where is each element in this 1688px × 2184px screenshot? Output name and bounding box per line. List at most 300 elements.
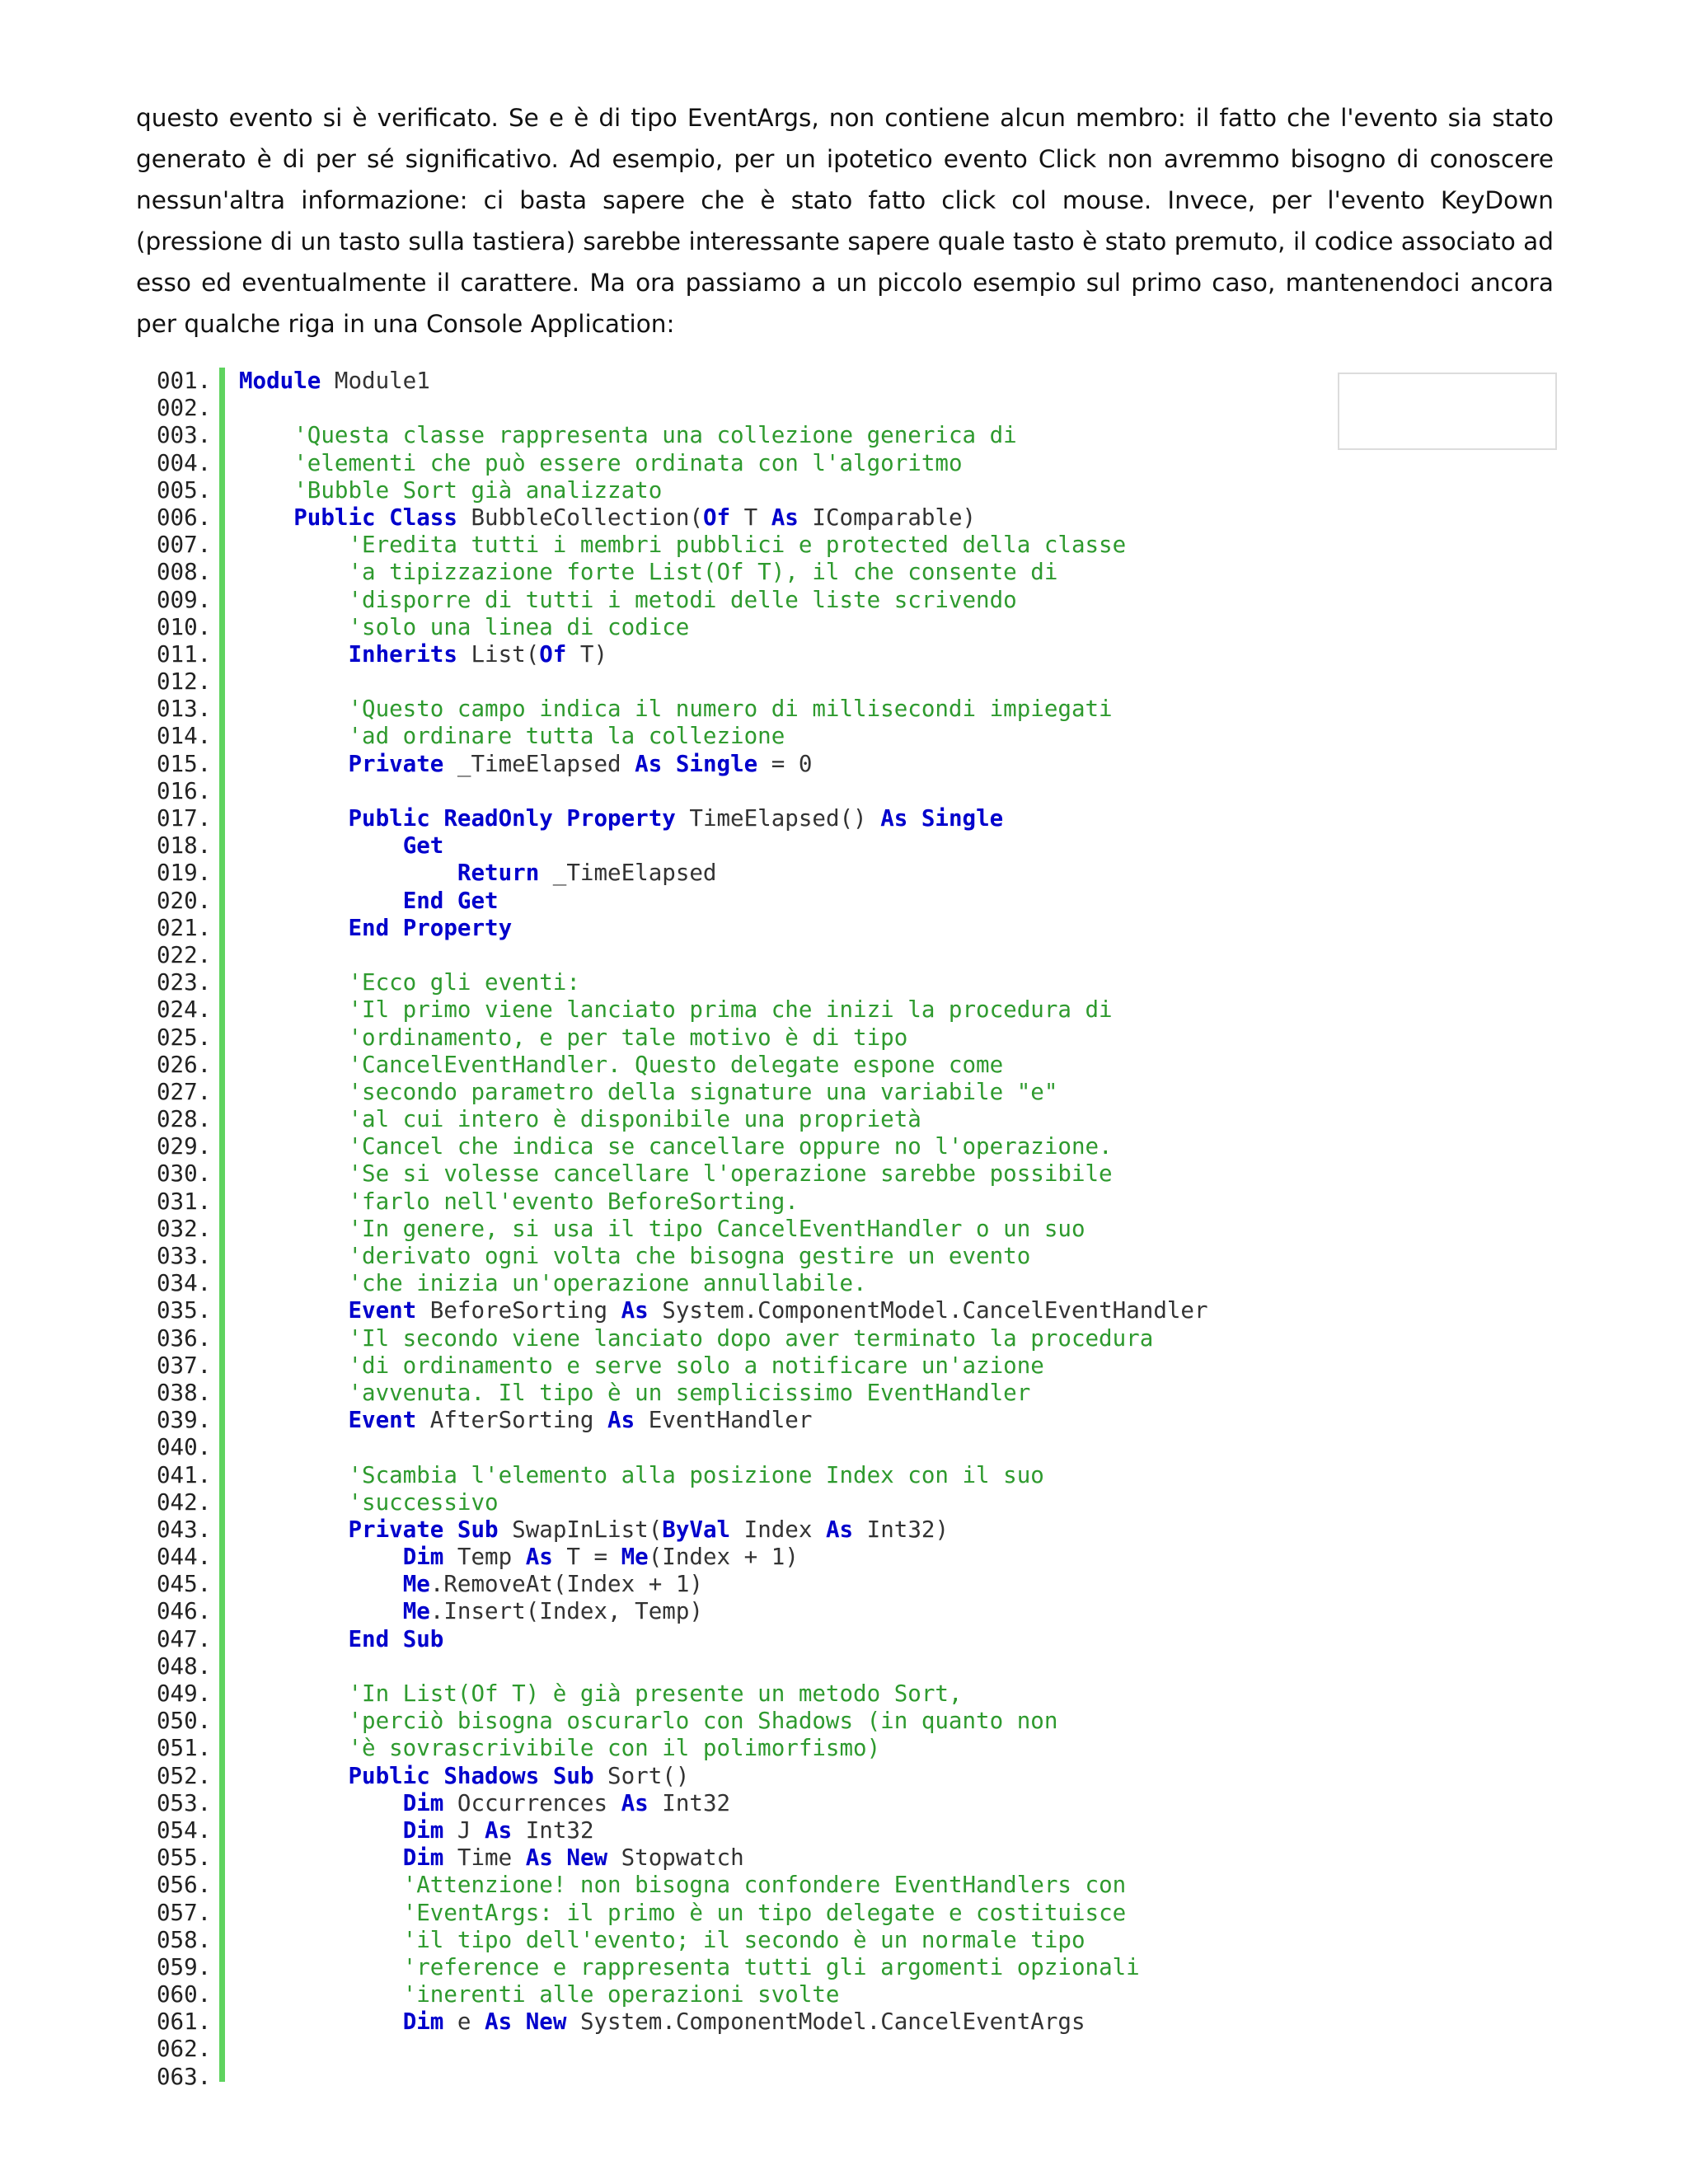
code-comment: 'In List(Of T) è già presente un metodo Sort, [348,1680,963,1707]
code-token [430,1763,444,1789]
line-number: 055. [157,1844,212,1872]
code-comment: 'a tipizzazione forte List(Of T), il che consente di [348,559,1058,586]
line-number: 009. [157,586,212,613]
code-comment: 'secondo parametro della signature una variabile "e" [348,1078,1058,1105]
code-text [239,1489,499,1516]
code-token: Int32 [512,1816,594,1844]
code-line [124,1680,1558,1708]
line-number: 046. [157,1598,212,1625]
code-comment: 'Se si volesse cancellare l'operazione sarebbe possibile [348,1160,1113,1188]
code-line [124,1079,1558,1106]
code-keyword: Event [348,1407,417,1434]
code-keyword: Shadows [443,1762,540,1789]
code-keyword: Dim [402,1789,444,1816]
code-line [124,668,1558,696]
code-text [239,587,1017,614]
line-number: 039. [157,1407,212,1434]
code-text [239,696,1113,723]
code-line [124,1653,1558,1680]
line-number: 032. [157,1215,212,1242]
line-number: 053. [157,1789,212,1816]
line-number: 005. [157,476,212,504]
code-token: _TimeElapsed [539,860,717,887]
line-number: 026. [157,1051,212,1078]
code-text [239,450,963,477]
line-number: 002. [157,395,212,422]
code-text [239,368,430,395]
code-keyword: Dim [402,1544,444,1571]
code-text [239,1243,1030,1270]
line-number: 015. [157,750,212,777]
line-number: 007. [157,532,212,559]
code-text [239,1598,703,1625]
line-number: 049. [157,1680,212,1707]
code-text [239,1079,1057,1106]
code-comment: 'il tipo dell'evento; il secondo è un normale tipo [402,1926,1085,1953]
code-comment: 'successivo [348,1488,499,1516]
code-keyword: Of [539,640,567,668]
code-line [124,1407,1558,1434]
code-keyword: End [348,1625,390,1652]
code-keyword: As [825,1516,854,1543]
code-line [124,1380,1558,1407]
code-line [124,1544,1558,1571]
code-text [239,1900,1126,1927]
code-keyword: Me [621,1544,649,1571]
code-token: _TimeElapsed [443,750,635,777]
code-token [553,1844,567,1871]
code-text [239,559,1057,586]
code-token [662,751,676,777]
code-keyword: As [525,1544,553,1571]
code-keyword: Dim [402,2008,444,2036]
code-comment: 'che inizia un'operazione annullabile. [348,1270,867,1297]
code-comment: 'è sovrascrivibile con il polimorfismo) [348,1735,881,1762]
code-line [124,860,1558,887]
line-number: 001. [157,368,212,394]
code-text [239,996,1113,1024]
code-token [430,805,444,832]
line-number: 061. [157,2008,212,2036]
line-number: 037. [157,1352,212,1379]
code-line [124,1790,1558,1817]
code-line [124,1735,1558,1762]
code-text [239,860,716,887]
code-line [124,477,1558,504]
code-text [239,1352,1044,1380]
code-keyword: ReadOnly [443,805,553,832]
code-keyword: As [485,1816,513,1844]
code-comment: 'elementi che può essere ordinata con l'algoritmo [293,449,963,476]
line-number: 004. [157,449,212,476]
code-line [124,751,1558,778]
code-token: .Insert(Index, Temp) [429,1598,703,1625]
code-keyword: Public [348,805,430,832]
line-number: 031. [157,1188,212,1215]
code-comment: 'di ordinamento e serve solo a notificare un'azione [348,1352,1044,1379]
line-number: 042. [157,1488,212,1516]
line-number: 030. [157,1160,212,1188]
code-token: Occurrences [443,1789,621,1816]
code-text [239,1735,880,1762]
code-text [239,1680,963,1708]
code-text [239,1516,949,1544]
code-line [124,532,1558,559]
line-number: 051. [157,1735,212,1762]
code-line [124,1052,1558,1079]
code-keyword: Property [402,914,513,941]
code-text [239,1380,1030,1407]
code-comment: 'al cui intero è disponibile una proprietà [348,1106,921,1133]
code-line [124,1216,1558,1243]
code-comment: 'disporre di tutti i metodi delle liste scrivendo [348,586,1017,613]
code-comment: 'CancelEventHandler. Questo delegate espone come [348,1051,1004,1078]
code-keyword: Of [702,504,731,531]
code-text [239,1763,689,1790]
code-text [239,805,1003,832]
code-comment: 'Cancel che indica se cancellare oppure no l'operazione. [348,1133,1113,1160]
code-token [539,1763,553,1789]
code-text [239,1052,1003,1079]
code-line [124,778,1558,805]
code-keyword: Sub [402,1625,444,1652]
code-text [239,504,976,532]
code-keyword: Get [402,832,444,860]
code-line [124,1352,1558,1380]
line-number: 003. [157,422,212,449]
code-comment: 'solo una linea di codice [348,613,690,640]
code-text [239,969,580,996]
code-token: Stopwatch [607,1844,744,1872]
code-token: = 0 [757,750,813,777]
code-text [239,1407,812,1434]
code-token [907,805,921,832]
code-keyword: Private [348,750,444,777]
code-keyword: Dim [402,1844,444,1872]
code-line [124,1872,1558,1899]
line-number: 021. [157,914,212,941]
code-text [239,1708,1057,1735]
code-token [389,915,403,941]
code-line [124,1598,1558,1625]
code-text [239,1927,1085,1954]
code-token: AfterSorting [416,1407,608,1434]
code-lines [124,368,1558,2091]
code-keyword: Single [921,805,1004,832]
code-line [124,1243,1558,1270]
code-text [239,1981,840,2008]
code-text [239,532,1126,559]
code-line [124,1270,1558,1297]
line-number: 006. [157,504,212,531]
code-comment: 'Ecco gli eventi: [348,969,580,996]
code-line [124,1297,1558,1324]
code-keyword: As [485,2008,513,2036]
code-keyword: As [621,1297,649,1324]
line-number: 038. [157,1379,212,1406]
code-keyword: New [525,2008,567,2036]
code-line [124,888,1558,915]
code-line [124,504,1558,532]
code-comment: 'inerenti alle operazioni svolte [402,1981,840,2008]
line-number: 041. [157,1461,212,1488]
line-number: 044. [157,1544,212,1571]
code-keyword: As [635,750,663,777]
line-number: 043. [157,1516,212,1543]
code-listing [124,368,1558,2091]
code-line [124,1927,1558,1954]
code-token: EventHandler [635,1407,813,1434]
code-token: Temp [443,1544,526,1571]
code-text [239,1626,443,1653]
code-line [124,1160,1558,1188]
code-token: J [443,1816,485,1844]
code-comment: 'Il secondo viene lanciato dopo aver terminato la procedura [348,1324,1154,1352]
code-token [443,1516,457,1543]
code-comment: 'Questo campo indica il numero di millisecondi impiegati [348,696,1113,723]
code-token [512,2008,526,2035]
code-keyword: Dim [402,1816,444,1844]
code-token: e [443,2008,485,2036]
code-keyword: As [525,1844,553,1872]
code-text [239,641,607,668]
code-token [553,805,567,832]
line-number: 020. [157,887,212,914]
code-token [376,504,390,531]
code-keyword: Property [566,805,676,832]
code-token: .RemoveAt(Index + 1) [429,1571,703,1598]
code-line [124,614,1558,641]
code-text [239,422,1017,449]
code-comment: 'Bubble Sort già analizzato [293,476,663,504]
code-line [124,2036,1558,2063]
line-number: 024. [157,996,212,1024]
code-line [124,587,1558,614]
line-number: 047. [157,1625,212,1652]
code-token: T [730,504,771,531]
code-line [124,1133,1558,1160]
code-comment: 'perciò bisogna oscurarlo con Shadows (in quanto non [348,1708,1058,1735]
line-number: 059. [157,1953,212,1980]
code-keyword: Me [402,1598,430,1625]
code-line [124,915,1558,942]
line-number: 022. [157,941,212,968]
line-number: 025. [157,1024,212,1051]
code-keyword: Public [348,1762,430,1789]
line-number: 017. [157,805,212,832]
code-keyword: ByVal [662,1516,731,1543]
code-text [239,1571,703,1598]
code-token: Index [730,1516,826,1543]
code-token: Time [443,1844,526,1872]
line-number: 036. [157,1324,212,1352]
code-line [124,422,1558,449]
code-text [239,1544,799,1571]
code-text [239,2008,1085,2036]
code-text [239,1270,867,1297]
code-keyword: Event [348,1297,417,1324]
code-keyword: Return [457,860,540,887]
code-token: Sort() [593,1762,690,1789]
line-number: 045. [157,1571,212,1598]
code-text [239,1817,594,1844]
code-line [124,942,1558,969]
code-line [124,1708,1558,1735]
code-keyword: End [402,887,444,914]
code-line [124,395,1558,422]
code-token: IComparable) [798,504,977,531]
code-line [124,450,1558,477]
line-number: 040. [157,1434,212,1461]
code-line [124,1024,1558,1052]
code-line [124,559,1558,586]
code-line [124,2064,1558,2091]
code-token [443,888,457,914]
code-token: T) [566,640,608,668]
code-line [124,1954,1558,1981]
code-comment: 'farlo nell'evento BeforeSorting. [348,1188,799,1215]
code-line [124,1626,1558,1653]
code-line [124,996,1558,1024]
code-text [239,915,512,942]
code-keyword: End [348,914,390,941]
code-text [239,1133,1113,1160]
code-token [389,1626,403,1652]
code-comment: 'In genere, si usa il tipo CancelEventHandler o un suo [348,1215,1085,1242]
code-text [239,723,785,750]
code-line [124,1489,1558,1516]
code-text [239,1954,1140,1981]
code-line [124,1106,1558,1133]
code-token: Int32) [853,1516,950,1543]
code-keyword: As [621,1789,649,1816]
code-text [239,1160,1113,1188]
code-token: Int32 [648,1789,731,1816]
code-line [124,1763,1558,1790]
code-keyword: As [607,1407,635,1434]
code-text [239,1297,1208,1324]
code-token: Module1 [321,368,430,394]
code-text [239,1188,799,1216]
code-token: List( [457,640,540,668]
line-number: 063. [157,2063,212,2090]
line-number: 033. [157,1243,212,1269]
code-text [239,1790,730,1817]
code-comment: 'ad ordinare tutta la collezione [348,723,785,750]
line-number: 018. [157,832,212,860]
code-comment: 'Scambia l'elemento alla posizione Index con il suo [348,1461,1044,1488]
line-number: 050. [157,1708,212,1735]
line-number: 057. [157,1899,212,1926]
line-number: 023. [157,969,212,996]
code-line [124,1817,1558,1844]
code-keyword: Public [293,504,376,531]
code-keyword: Single [675,750,758,777]
code-comment: 'ordinamento, e per tale motivo è di tipo [348,1024,908,1051]
line-number: 028. [157,1106,212,1133]
code-line [124,1434,1558,1461]
code-token: System.ComponentModel.CancelEventArgs [566,2008,1085,2036]
code-token: T = [552,1544,621,1571]
code-keyword: Get [457,887,499,914]
code-text [239,888,499,915]
code-comment: 'Questa classe rappresenta una collezione generica di [293,422,1017,449]
code-keyword: Inherits [348,640,457,668]
code-line [124,1462,1558,1489]
code-line [124,723,1558,750]
code-line [124,832,1558,860]
line-number: 012. [157,668,212,696]
code-keyword: As [771,504,799,531]
code-comment: 'Il primo viene lanciato prima che inizi la procedura di [348,996,1113,1024]
code-line [124,1571,1558,1598]
code-text [239,1325,1153,1352]
code-keyword: New [566,1844,608,1872]
line-number: 034. [157,1270,212,1297]
code-keyword: Class [389,504,457,531]
code-text [239,1462,1044,1489]
code-line [124,1844,1558,1872]
code-token: BeforeSorting [416,1297,621,1324]
code-keyword: Me [402,1571,430,1598]
line-number: 010. [157,613,212,640]
code-keyword: Sub [552,1762,594,1789]
code-line [124,2008,1558,2036]
line-number: 011. [157,640,212,668]
line-number: 048. [157,1652,212,1680]
code-text [239,614,689,641]
code-token: System.ComponentModel.CancelEventHandler [648,1297,1208,1324]
line-number: 062. [157,2036,212,2063]
code-line [124,805,1558,832]
code-text [239,1872,1126,1899]
code-text [239,1106,921,1133]
code-comment: 'derivato ogni volta che bisogna gestire un evento [348,1243,1031,1269]
line-number: 027. [157,1078,212,1105]
code-keyword: As [880,805,908,832]
line-number: 035. [157,1297,212,1324]
code-token: BubbleCollection( [457,504,703,531]
line-number: 019. [157,860,212,887]
code-text [239,477,662,504]
code-line [124,1981,1558,2008]
code-comment: 'Eredita tutti i membri pubblici e protected della classe [348,532,1127,559]
code-line [124,969,1558,996]
line-number: 054. [157,1816,212,1844]
code-line [124,1325,1558,1352]
code-line [124,1188,1558,1216]
code-line [124,696,1558,723]
code-comment: 'Attenzione! non bisogna confondere EventHandlers con [402,1872,1127,1899]
line-number: 016. [157,777,212,804]
code-text [239,1024,907,1052]
line-number: 060. [157,1981,212,2008]
code-text [239,1216,1085,1243]
line-number: 014. [157,723,212,750]
code-token: TimeElapsed() [675,805,881,832]
code-token: (Index + 1) [648,1544,799,1571]
code-keyword: Sub [457,1516,499,1543]
line-number: 058. [157,1926,212,1953]
line-number: 008. [157,559,212,586]
line-number: 056. [157,1872,212,1899]
code-comment: 'avvenuta. Il tipo è un semplicissimo EventHandler [348,1379,1031,1406]
code-text [239,832,443,860]
code-line [124,1516,1558,1544]
code-line [124,1900,1558,1927]
code-keyword: Private [348,1516,444,1543]
line-number: 013. [157,696,212,723]
